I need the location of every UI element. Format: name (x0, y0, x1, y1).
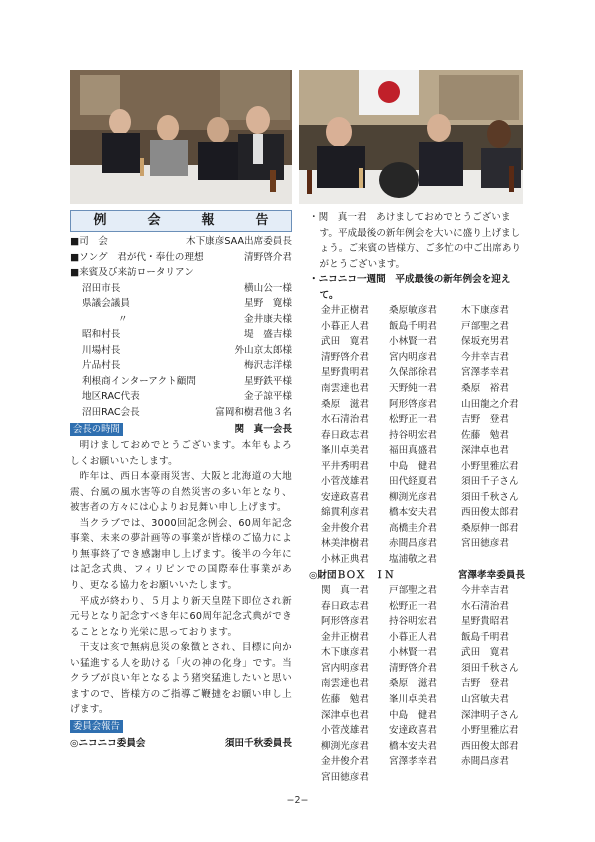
member-name: 小菅茂雄君 (321, 725, 369, 737)
member-name: 水石清治君 (321, 414, 369, 426)
guest-row (70, 312, 292, 328)
guest-row (70, 374, 292, 390)
member-name: 高橋圭介君 (389, 522, 437, 534)
president-paragraph: 昨年は、西日本豪雨災害、大阪と北海道の大地震、台風の風水害等の自然災害の多い年となり、被害者の方々には心よりお見舞い申し上げます。 (70, 471, 292, 514)
member-name (461, 552, 525, 568)
guest-title: 沼田RAC会長 (82, 407, 140, 419)
guest-row (70, 358, 292, 374)
nikoniko-week-heading: ・ニコニコ一週間 平成最後の新年例会を迎えて。 (309, 274, 511, 301)
member-name: 小林賢一君 (389, 647, 437, 659)
member-name: 安達政喜君 (321, 491, 369, 503)
guest-title: 片品村長 (82, 360, 121, 372)
member-name: 久保部徐君 (389, 367, 437, 379)
nikoniko-committee-chair: 須田千秋委員長 (224, 737, 292, 749)
guest-row (70, 296, 292, 312)
guest-title: 沼田市長 (82, 282, 121, 294)
member-name: 山田龍之介君 (461, 398, 519, 410)
member-name: 西田俊太郎君 (461, 740, 519, 752)
president-paragraph: 明けましておめでとうございます。本年もよろしくお願いいたします。 (70, 440, 292, 467)
member-name: 天野純一君 (389, 383, 437, 395)
member-name (389, 770, 461, 786)
guest-name: 星野 寛様 (244, 298, 292, 310)
member-name: 赤間昌彦君 (389, 538, 437, 550)
member-name: 赤間昌彦君 (461, 756, 509, 768)
mc-label: ■司 会 (70, 236, 108, 247)
member-name: 飯島千明君 (461, 631, 509, 643)
member-name: 小林正典君 (321, 554, 369, 566)
member-name: 戸部聖之君 (461, 320, 509, 332)
seki-message: ・関 真一君 あけましておめでとうございます。平成最後の新年例会を大いに盛り上げましょう。ご来賓の皆様方、ご多忙の中ご出席ありがとうございます。 (309, 212, 522, 270)
member-name: 吉野 登君 (461, 678, 509, 690)
member-name: 峯川卓美君 (321, 445, 369, 457)
member-name: 飯島千明君 (389, 320, 437, 332)
right-column (309, 210, 525, 785)
guest-title: 県議会議員 (82, 298, 130, 310)
member-name: 小野里雅広君 (461, 725, 519, 737)
member-name: 水石清治君 (461, 600, 509, 612)
guest-name: 金井康夫様 (244, 313, 292, 325)
guest-row (70, 281, 292, 297)
member-name: 宮田徳彦君 (321, 771, 369, 783)
zaidan-box-chair: 宮澤孝幸委員長 (457, 569, 525, 581)
member-name: 宮澤孝幸君 (389, 756, 437, 768)
member-name: 宮田徳彦君 (461, 538, 509, 550)
member-name (461, 770, 525, 786)
president-paragraph: 当クラブでは、3000回記念例会、60周年記念事業、未来の夢計画等の事業が皆様のご協力により無事終了でき感謝申し上げます。後半の今年には記念式典、フィリピンでの国際奉仕事業があり、更なる協力をお願いいたします。 (70, 517, 292, 592)
photo-banquet-young-members (299, 70, 523, 204)
member-name: 松野正一君 (389, 600, 437, 612)
president-paragraph: 干支は亥で無病息災の象徴とされ、目標に向かい猛進する人を助ける「火の神の化身」です。当クラブが良い年となるよう猪突猛進したいと思いますので、皆様方のご指導ご鞭撻をお願い申し上げます。 (70, 642, 292, 716)
member-name: 林美津樹君 (321, 538, 369, 550)
member-name: 宮内明彦君 (321, 662, 369, 674)
member-name: 春日政志君 (321, 600, 369, 612)
zaidan-names-list (309, 583, 525, 785)
member-name: 今井幸吉君 (461, 585, 509, 597)
member-name: 南雲達也君 (321, 678, 369, 690)
member-name: 中島 健君 (389, 460, 437, 472)
member-name: 今井幸吉君 (461, 351, 509, 363)
member-name: 持谷明宏君 (389, 429, 437, 441)
member-name: 福田真盛君 (389, 445, 437, 457)
guest-row (70, 327, 292, 343)
member-name: 戸部聖之君 (389, 585, 437, 597)
member-name: 小暮正人君 (389, 631, 437, 643)
guests-heading-row (70, 265, 292, 281)
member-name: 金井正樹君 (321, 631, 369, 643)
song-label: ■ソング 君が代・奉仕の理想 (70, 251, 204, 263)
member-name: 小林賢一君 (389, 336, 437, 348)
nikoniko-names-list (309, 303, 525, 567)
page-number: −2− (286, 795, 309, 806)
member-name: 武田 寛君 (321, 336, 369, 348)
song-row (70, 250, 292, 266)
member-name: 阿形啓彦君 (321, 616, 369, 628)
member-name: 綿貫利彦君 (321, 507, 369, 519)
member-name: 安達政喜君 (389, 725, 437, 737)
member-name: 武田 寛君 (461, 647, 509, 659)
member-name: 清野啓介君 (321, 351, 369, 363)
guest-row (70, 405, 292, 421)
left-column (70, 210, 292, 751)
member-name: 小暮正人君 (321, 320, 369, 332)
guest-name: 堤 盛吉様 (244, 329, 292, 341)
guest-title: 地区RAC代表 (82, 391, 140, 403)
guest-title: 川場村長 (82, 344, 121, 356)
guests-heading: ■来賓及び来訪ロータリアン (70, 267, 194, 279)
member-name: 須田千秋さん (461, 491, 519, 503)
member-name: 平井秀明君 (321, 460, 369, 472)
president-section-header (70, 422, 292, 438)
guest-name: 梅沢志洋様 (244, 360, 292, 372)
member-name: 桑原 滋君 (321, 398, 369, 410)
member-name: 金井俊介君 (321, 756, 369, 768)
guest-row (70, 343, 292, 359)
guest-title: 〃 (118, 313, 128, 325)
member-name: 清野啓介君 (389, 662, 437, 674)
member-name: 宮澤孝幸君 (461, 367, 509, 379)
member-name: 佐藤 勉君 (461, 429, 509, 441)
president-name: 関 真一会長 (234, 423, 292, 435)
member-name: 金井正樹君 (321, 305, 369, 317)
guest-name: 富岡和樹君他３名 (215, 407, 292, 419)
member-name: 宮内明彦君 (389, 351, 437, 363)
president-time-tag: 会長の時間 (70, 423, 123, 436)
member-name: 桑原 滋君 (389, 678, 437, 690)
member-name: 山宮敏夫君 (461, 693, 509, 705)
member-name: 桑原伸一郎君 (461, 522, 519, 534)
member-name: 阿形啓彦君 (389, 398, 437, 410)
member-name: 中島 健君 (389, 709, 437, 721)
member-name: 小野里雅広君 (461, 460, 519, 472)
member-name: 桑原 裕君 (461, 383, 509, 395)
member-name: 柳渕光彦君 (321, 740, 369, 752)
guest-title: 昭和村長 (82, 329, 121, 341)
member-name: 春日政志君 (321, 429, 369, 441)
member-name: 松野正一君 (389, 414, 437, 426)
committee-report-tag: 委員会報告 (70, 720, 123, 733)
member-name: 佐藤 勉君 (321, 693, 369, 705)
member-name: 橋本安夫君 (389, 507, 437, 519)
member-name: 峯川卓美君 (389, 693, 437, 705)
photo-banquet-members-toast (70, 70, 292, 204)
guest-title: 利根商インターアクト顧問 (82, 375, 196, 387)
guest-name: 金子諒平様 (244, 391, 292, 403)
song-value: 清野啓介君 (244, 251, 292, 263)
zaidan-box-row (309, 568, 525, 584)
member-name: 関 真一君 (321, 585, 369, 597)
guest-row (70, 389, 292, 405)
member-name: 持谷明宏君 (389, 616, 437, 628)
member-name: 深津卓也君 (461, 445, 509, 457)
member-name: 桑原敏彦君 (389, 305, 437, 317)
guest-name: 横山公一様 (244, 282, 292, 294)
member-name: 西田俊太郎君 (461, 507, 519, 519)
member-name: 星野貴昭君 (461, 616, 509, 628)
zaidan-box-heading: ◎財団ＢＯＸ ＩＮ (309, 569, 395, 581)
member-name: 木下康彦君 (461, 305, 509, 317)
nikoniko-committee-row (70, 736, 292, 752)
member-name: 小菅茂雄君 (321, 476, 369, 488)
committee-section-header (70, 719, 292, 735)
member-name: 柳渕光彦君 (389, 491, 437, 503)
report-title: 例 会 報 告 (70, 210, 292, 232)
member-name: 金井俊介君 (321, 522, 369, 534)
member-name: 吉野 登君 (461, 414, 509, 426)
mc-value: 木下康彦SAA出席委員長 (185, 236, 292, 247)
member-name: 田代経夏君 (389, 476, 437, 488)
member-name: 木下康彦君 (321, 647, 369, 659)
nikoniko-committee-name: ◎ニコニコ委員会 (70, 737, 146, 749)
member-name: 深津卓也君 (321, 709, 369, 721)
member-name: 深津明子さん (461, 709, 519, 721)
mc-row (70, 234, 292, 250)
guest-name: 星野鉄平様 (244, 375, 292, 387)
member-name: 橋本安夫君 (389, 740, 437, 752)
guest-name: 外山京太郎様 (234, 344, 292, 356)
member-name: 星野貴明君 (321, 367, 369, 379)
member-name: 須田千子さん (461, 476, 519, 488)
member-name: 塩浦敬之君 (389, 554, 437, 566)
member-name: 須田千秋さん (461, 662, 519, 674)
president-paragraph: 平成が終わり、５月より新天皇陛下即位され新元号となり記念すべき年に60周年記念式典ができることとなり光栄に思っております。 (70, 595, 292, 638)
member-name: 保坂充男君 (461, 336, 509, 348)
member-name: 南雲達也君 (321, 383, 369, 395)
